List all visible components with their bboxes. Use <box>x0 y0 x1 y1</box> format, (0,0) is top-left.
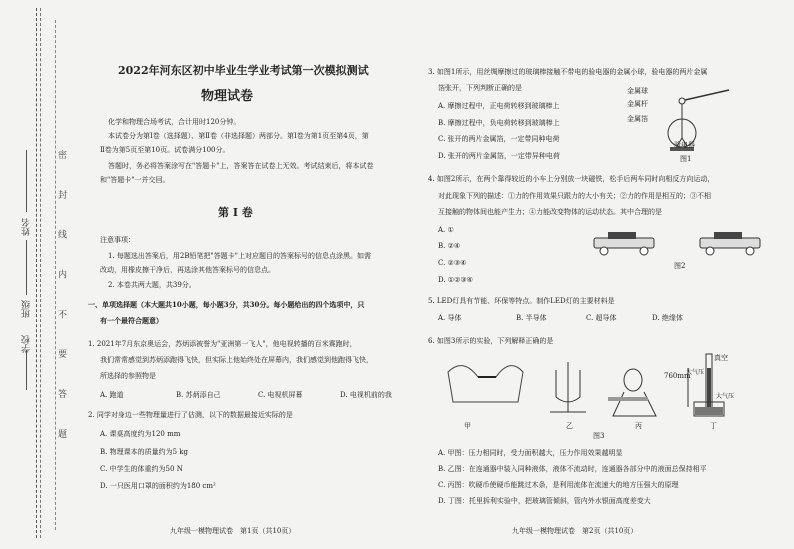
q5-option: C. 超导体 <box>586 314 617 322</box>
q5-option: D. 绝缘体 <box>652 314 683 322</box>
q1-option: A. 跑道 <box>100 391 124 399</box>
seal-text: 密 封 线 内 不 要 答 题 <box>56 150 66 453</box>
fig3-label: 丁 <box>710 422 717 430</box>
question-5: 5. LED灯具有节能、环保等特点。制作LED灯的主要材料是 <box>428 297 615 305</box>
q1-option: C. 电视机屏幕 <box>258 391 303 399</box>
q1-option: D. 电视机前的我 <box>340 391 392 399</box>
note-line: 改动，用橡皮擦干净后，再选涂其他答案标号的信息点。 <box>100 266 275 274</box>
q6-option: A. 甲图：压力相同时，受力面积越大，压力作用效果越明显 <box>438 449 623 457</box>
volume-title: 第 Ⅰ 卷 <box>218 206 253 219</box>
name-label: 姓名 <box>22 218 32 236</box>
q6-option: C. 丙图：吹硬币使硬币能跳过木条，是利用流体在流速大的地方压强大的原理 <box>438 481 679 489</box>
question-6: 6. 如图3所示的实验，下列解释正确的是 <box>428 337 554 345</box>
q6-option: B. 乙图：在连通器中装入同种液体，液体不流动时，连通器各部分中的液面总保持相平 <box>438 465 707 473</box>
question-3: 箔张开，下列判断正确的是 <box>438 84 522 92</box>
section-heading: 一、单项选择题（本大题共10小题，每小题3分，共30分。每小题给出的四个选项中，只 <box>88 300 365 309</box>
intro-line: 本试卷分为第Ⅰ卷（选择题）、第Ⅱ卷（非选择题）两部分。第Ⅰ卷为第1页至第4页，第 <box>108 132 369 140</box>
question-2: 2. 同学对身边一些物理量进行了估测，以下的数据最接近实际的是 <box>88 411 293 419</box>
question-1: 我们常常感觉到苏炳添跑得飞快，但实际上他始终处在屏幕内，我们感觉到他跑得飞快， <box>100 356 373 364</box>
school-label: 学校 <box>22 335 32 353</box>
question-3: 3. 如图1所示，用丝绸摩擦过的玻璃棒接触不带电的验电器的金属小球，验电器的两片金属 <box>428 68 708 76</box>
fig3-label: 甲 <box>464 422 471 430</box>
binding-dashed-line-2 <box>40 8 41 538</box>
class-label: 班级 <box>22 300 32 318</box>
name-field-line <box>26 150 27 212</box>
question-4: 互接触的物体间也能产生力；④力能改变物体的运动状态。其中合理的是 <box>438 208 662 216</box>
q1-option: B. 苏炳添自己 <box>176 391 221 399</box>
figure-2-carts <box>590 228 780 260</box>
intro-line: 和"答题卡"一并交回。 <box>100 176 170 184</box>
page-2 <box>420 0 790 549</box>
fig1-label: 金属球 <box>627 87 648 95</box>
binding-strip <box>0 0 66 549</box>
intro-line: 答题时，务必将答案涂写在"答题卡"上，答案答在试卷上无效。考试结束后，将本试卷 <box>108 162 374 170</box>
q2-option: A. 课桌高度约为120 mm <box>100 430 181 438</box>
question-4: 对此现象下列的描述：①力的作用效果只跟力的大小有关；②力的作用是相互的；③不相 <box>438 192 711 200</box>
q5-option: B. 半导体 <box>516 314 547 322</box>
q4-option: B. ②④ <box>438 242 461 250</box>
question-1: 1. 2021年7月东京奥运会，苏炳添被誉为"亚洲第一飞人"，他电视转播的百米赛跑时， <box>88 340 357 348</box>
question-1: 所选择的参照物是 <box>100 372 156 380</box>
school-field-line <box>26 350 27 390</box>
q3-option: C. 张开的两片金属箔，一定带同种电荷 <box>438 135 560 143</box>
binding-dashed-line <box>36 8 37 538</box>
fig3-label-pressure: 大气压 <box>716 393 735 400</box>
note-line: 2. 本卷共两大题，共39分。 <box>108 281 196 289</box>
fig1-label: 验电器 <box>674 141 695 149</box>
section-heading: 有一个最符合题意） <box>100 316 163 325</box>
q6-option: D. 丁图：托里拆利实验中，把玻璃管倾斜，管内外水银面高度差变大 <box>438 497 651 505</box>
fig3-label: 丙 <box>635 422 642 430</box>
q3-option: B. 摩擦过程中，负电荷转移到玻璃棒上 <box>438 119 560 127</box>
figure-3-experiments <box>438 352 748 422</box>
q4-option: D. ①②③④ <box>438 276 473 284</box>
question-4: 4. 如图2所示，在两个靠得较近的小车上分别放一块磁铁，松手后两车同时向相反方向运动， <box>428 175 715 183</box>
fig3-caption: 图3 <box>593 432 605 440</box>
fig2-caption: 图2 <box>674 262 686 270</box>
fig1-label: 金属箔 <box>627 115 648 123</box>
fig3-label: 乙 <box>566 422 573 430</box>
page-footer: 九年级一模物理试卷 第2页（共10页） <box>512 527 638 535</box>
fig3-label-760mm: 760mm <box>664 372 691 380</box>
q2-option: B. 物理课本的质量约为5 kg <box>100 448 188 456</box>
notes-title: 注意事项： <box>100 236 135 244</box>
q3-option: D. 张开的两片金属箔，一定带异种电荷 <box>438 152 560 160</box>
note-line: 1. 每题选出答案后，用2B铅笔把"答题卡"上对应题目的答案标号的信息点涂黑。如需 <box>108 252 371 260</box>
class-field-line <box>26 240 27 295</box>
q4-option: C. ②③④ <box>438 259 467 267</box>
fig3-label-pressure: 大气压 <box>686 369 705 376</box>
intro-line: 化学和物理合场考试，合计用时120分钟。 <box>108 118 241 126</box>
q5-option: A. 导体 <box>438 314 462 322</box>
q4-option: A. ① <box>438 226 454 234</box>
fig3-label-vacuum: 真空 <box>714 354 728 362</box>
fig1-label: 金属杆 <box>627 100 648 108</box>
q2-option: D. 一只医用口罩的面积约为180 cm² <box>100 482 216 490</box>
q3-option: A. 摩擦过程中，正电荷转移到玻璃棒上 <box>438 102 560 110</box>
exam-title: 2022年河东区初中毕业生学业考试第一次模拟测试 <box>118 64 369 77</box>
q2-option: C. 中学生的体重约为50 N <box>100 465 183 473</box>
page-footer: 九年级一模物理试卷 第1页（共10页） <box>170 527 296 535</box>
intro-line: Ⅱ卷为第5页至第10页。试卷满分100分。 <box>100 146 230 154</box>
page-1 <box>78 0 413 549</box>
subject-title: 物理试卷 <box>201 89 254 104</box>
fig1-caption: 图1 <box>680 155 692 163</box>
